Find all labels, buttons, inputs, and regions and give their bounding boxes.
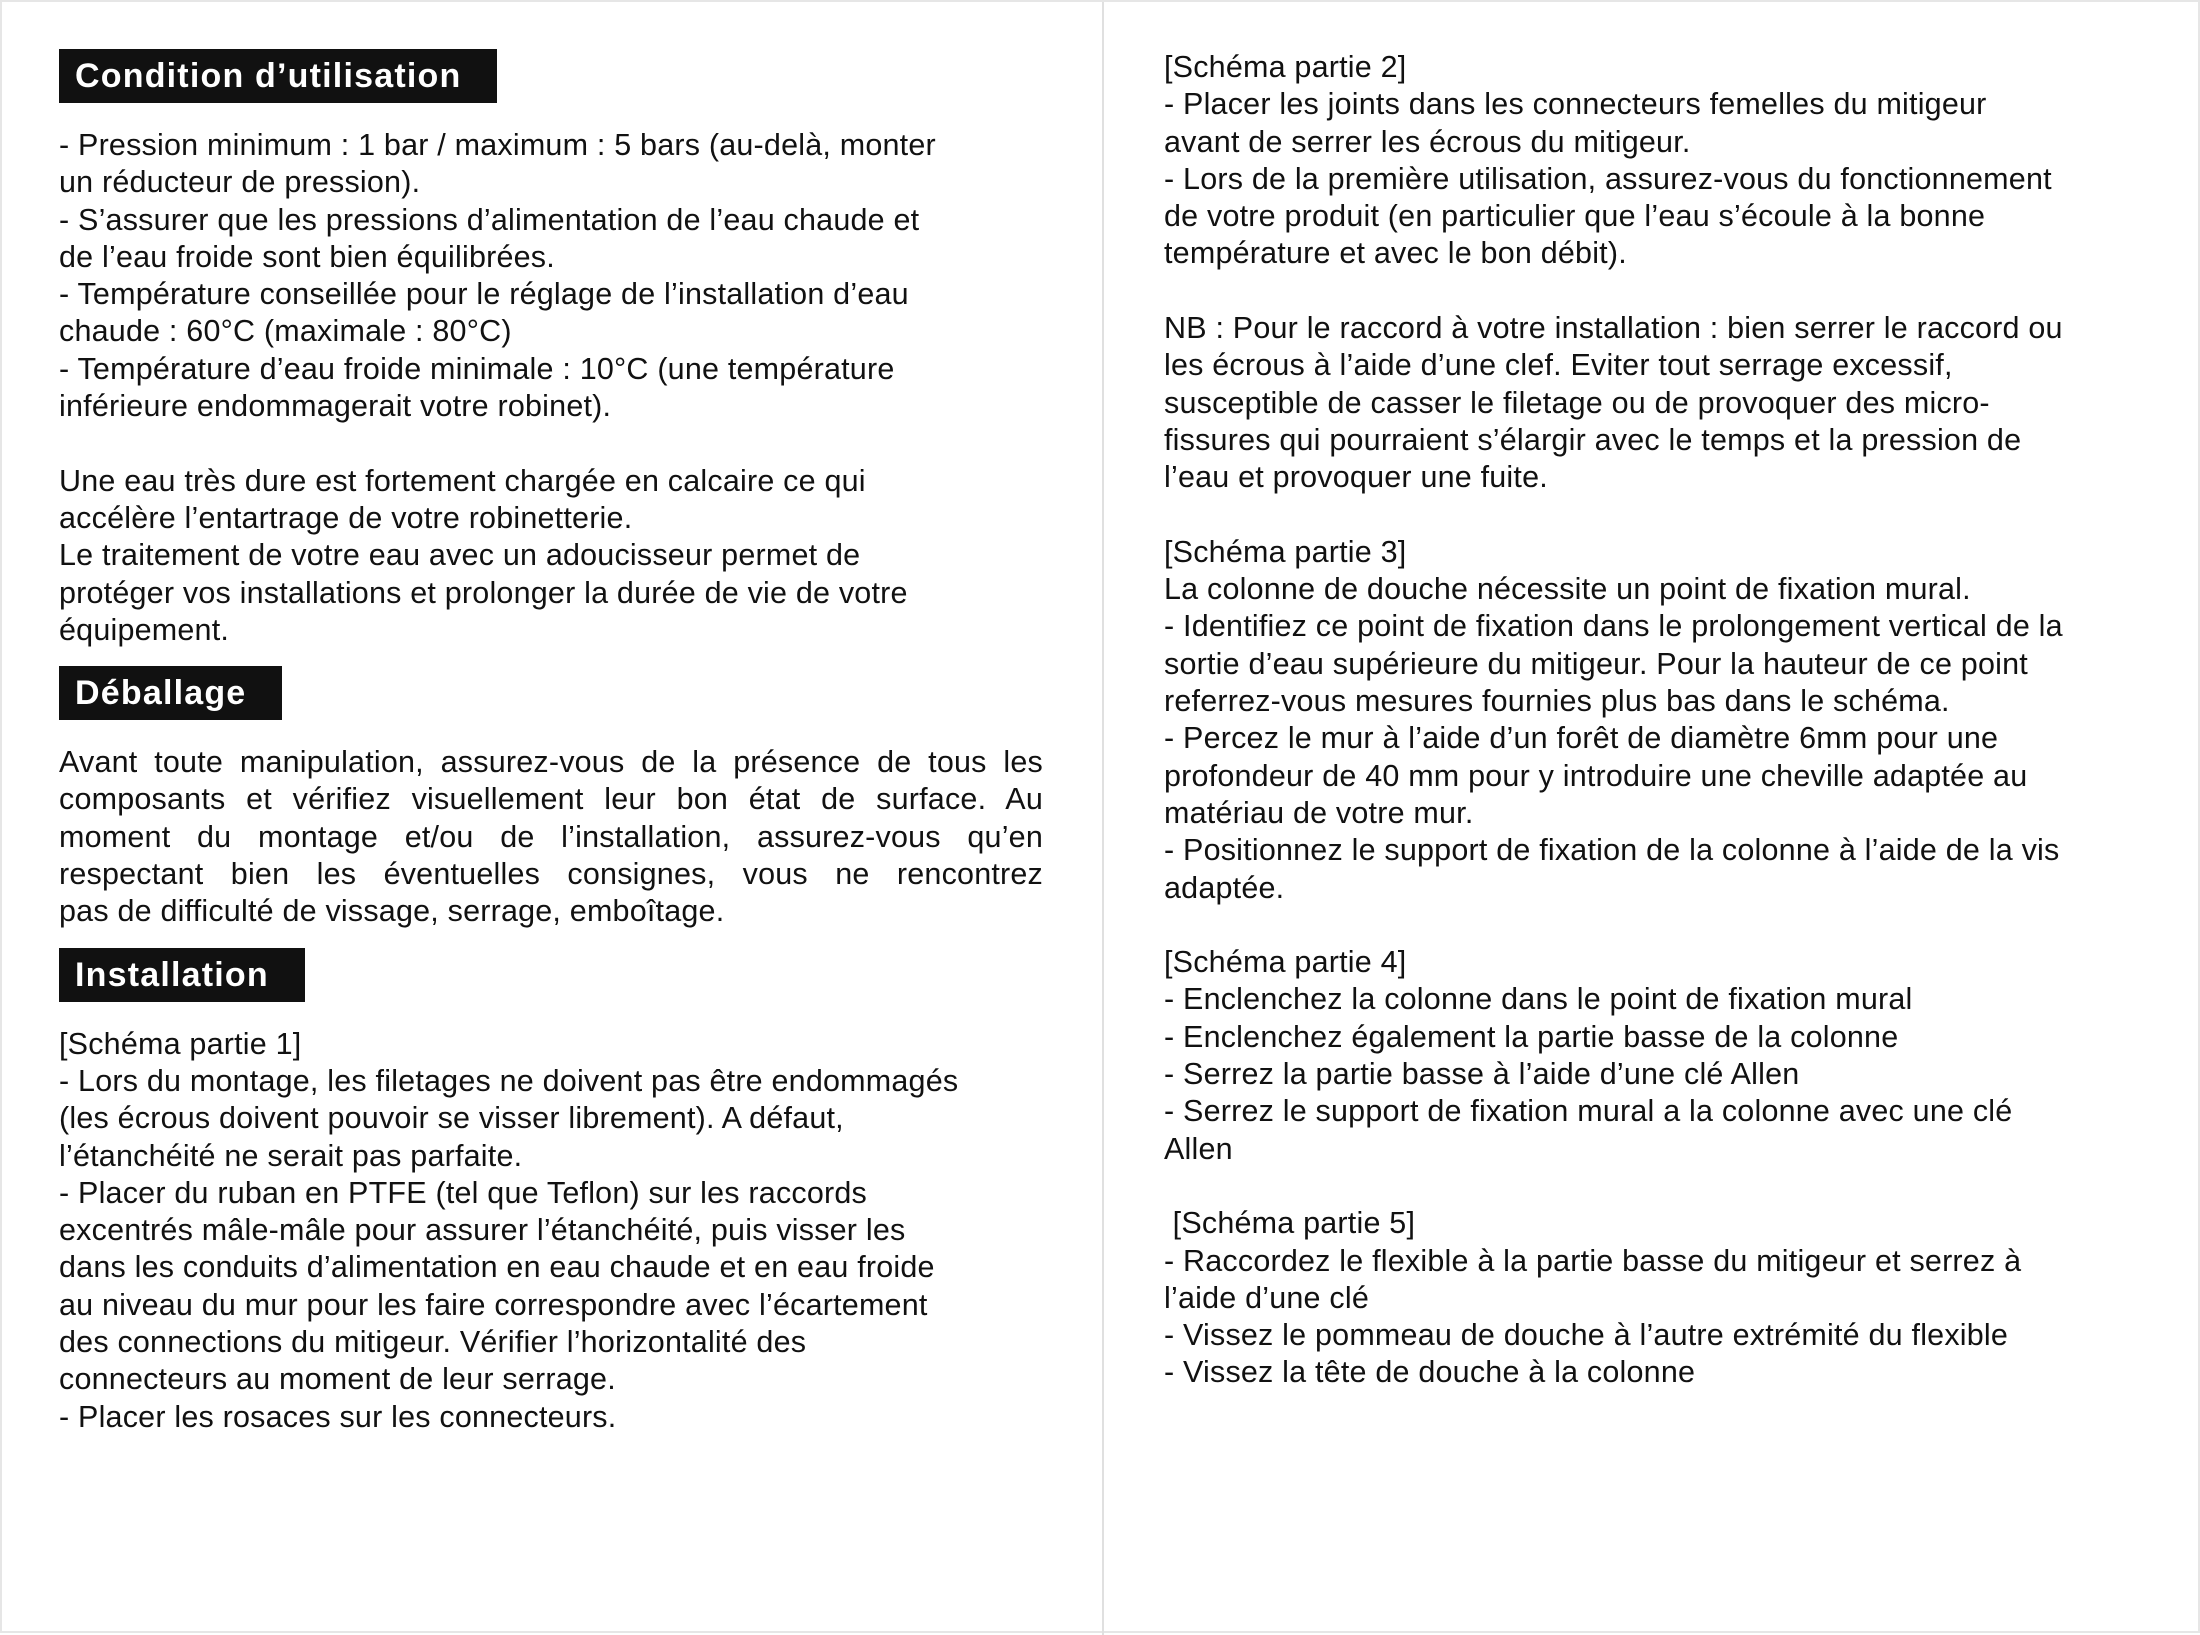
text-line: moment du montage et/ou de l’installation, assurez-vous qu’en: [59, 819, 1043, 854]
schema-3-block: [1164, 534, 2164, 907]
text-line: La colonne de douche nécessite un point de fixation mural.: [1164, 572, 1971, 607]
condition-list: [59, 127, 1059, 425]
text-line: température et avec le bon débit).: [1164, 236, 1627, 271]
nb-block: [1164, 310, 2164, 496]
text-line: Avant toute manipulation, assurez-vous de la présence de tous les: [59, 745, 1043, 780]
section-heading-installation: Installation: [59, 948, 305, 1002]
text-line: - Enclenchez la colonne dans le point de fixation mural: [1164, 982, 1913, 1017]
text-line: - Enclenchez également la partie basse de la colonne: [1164, 1019, 1899, 1054]
text-line: sortie d’eau supérieure du mitigeur. Pour la hauteur de ce point: [1164, 646, 2028, 681]
text-line: - Raccordez le flexible à la partie basse du mitigeur et serrez à: [1164, 1243, 2022, 1278]
text-line: pas de difficulté de vissage, serrage, emboîtage.: [59, 894, 725, 929]
text-line: - Lors de la première utilisation, assurez-vous du fonctionnement: [1164, 161, 2052, 196]
text-line: - Percez le mur à l’aide d’un forêt de diamètre 6mm pour une: [1164, 721, 1999, 756]
text-line: - Vissez le pommeau de douche à l’autre extrémité du flexible: [1164, 1318, 2009, 1353]
text-line: les écrous à l’aide d’une clef. Eviter tout serrage excessif,: [1164, 348, 1953, 383]
section-heading-condition: Condition d’utilisation: [59, 49, 497, 103]
text-line: - Température conseillée pour le réglage de l’installation d’eau: [59, 277, 909, 312]
text-line: inférieure endommagerait votre robinet).: [59, 389, 612, 424]
text-line: matériau de votre mur.: [1164, 795, 1474, 830]
text-line: - Température d’eau froide minimale : 10°C (une température: [59, 351, 895, 386]
left-page: [59, 49, 1059, 1436]
text-line: [Schéma partie 5]: [1164, 1206, 1416, 1241]
schema-5-block: [1164, 1205, 2164, 1391]
text-line: de l’eau froide sont bien équilibrées.: [59, 239, 555, 274]
text-line: - Lors du montage, les filetages ne doivent pas être endommagés: [59, 1063, 959, 1098]
text-line: connecteurs au moment de leur serrage.: [59, 1362, 616, 1397]
deballage-paragraph: [59, 744, 1043, 930]
section-heading-deballage: Déballage: [59, 666, 282, 720]
text-line: [Schéma partie 1]: [59, 1026, 302, 1061]
schema-4-block: [1164, 944, 2164, 1168]
text-line: - Placer les joints dans les connecteurs femelles du mitigeur: [1164, 87, 1987, 122]
text-line: - Vissez la tête de douche à la colonne: [1164, 1355, 1696, 1390]
text-line: au niveau du mur pour les faire correspondre avec l’écartement: [59, 1287, 928, 1322]
schema-2-block: [1164, 49, 2164, 273]
text-line: - Positionnez le support de fixation de la colonne à l’aide de la vis: [1164, 833, 2060, 868]
text-line: l’aide d’une clé: [1164, 1280, 1369, 1315]
text-line: excentrés mâle-mâle pour assurer l’étanchéité, puis visser les: [59, 1213, 906, 1248]
text-line: - Placer du ruban en PTFE (tel que Teflon) sur les raccords: [59, 1175, 867, 1210]
text-line: protéger vos installations et prolonger la durée de vie de votre: [59, 575, 908, 610]
text-line: respectant bien les éventuelles consignes, vous ne rencontrez: [59, 857, 1043, 892]
text-line: fissures qui pourraient s’élargir avec le temps et la pression de: [1164, 422, 2022, 457]
text-line: NB : Pour le raccord à votre installation : bien serrer le raccord ou: [1164, 311, 2063, 346]
text-line: l’eau et provoquer une fuite.: [1164, 460, 1548, 495]
text-line: - Placer les rosaces sur les connecteurs.: [59, 1399, 617, 1434]
text-line: - Pression minimum : 1 bar / maximum : 5 bars (au-delà, monter: [59, 128, 936, 162]
text-line: avant de serrer les écrous du mitigeur.: [1164, 124, 1691, 159]
text-line: équipement.: [59, 612, 230, 647]
text-line: dans les conduits d’alimentation en eau chaude et en eau froide: [59, 1250, 935, 1285]
text-line: - Serrez la partie basse à l’aide d’une clé Allen: [1164, 1057, 1800, 1092]
text-line: [Schéma partie 4]: [1164, 945, 1407, 980]
text-line: (les écrous doivent pouvoir se visser librement). A défaut,: [59, 1101, 844, 1136]
text-line: Une eau très dure est fortement chargée en calcaire ce qui: [59, 463, 866, 498]
text-line: de votre produit (en particulier que l’eau s’écoule à la bonne: [1164, 199, 1986, 234]
text-line: susceptible de casser le filetage ou de provoquer des micro-: [1164, 385, 1990, 420]
text-line: accélère l’entartrage de votre robinetterie.: [59, 500, 633, 535]
text-line: - Serrez le support de fixation mural a la colonne avec une clé: [1164, 1094, 2013, 1129]
text-line: Le traitement de votre eau avec un adoucisseur permet de: [59, 538, 861, 573]
text-line: adaptée.: [1164, 870, 1285, 905]
hard-water-paragraph: [59, 463, 1059, 649]
text-line: l’étanchéité ne serait pas parfaite.: [59, 1138, 523, 1173]
text-line: [Schéma partie 3]: [1164, 534, 1407, 569]
text-line: profondeur de 40 mm pour y introduire une cheville adaptée au: [1164, 758, 2028, 793]
text-line: - S’assurer que les pressions d’alimentation de l’eau chaude et: [59, 202, 920, 237]
text-line: chaude : 60°C (maximale : 80°C): [59, 314, 512, 349]
text-line: un réducteur de pression).: [59, 165, 421, 200]
installation-paragraph: [59, 1026, 1059, 1436]
text-line: - Identifiez ce point de fixation dans le prolongement vertical de la: [1164, 609, 2063, 644]
text-line: des connections du mitigeur. Vérifier l’horizontalité des: [59, 1325, 807, 1360]
page-fold-divider: [1102, 2, 1104, 1635]
text-line: composants et vérifiez visuellement leur bon état de surface. Au: [59, 782, 1043, 817]
text-line: referrez-vous mesures fournies plus bas dans le schéma.: [1164, 684, 1950, 719]
right-page: [1164, 49, 2164, 1392]
text-line: [Schéma partie 2]: [1164, 50, 1407, 84]
text-line: Allen: [1164, 1131, 1233, 1166]
